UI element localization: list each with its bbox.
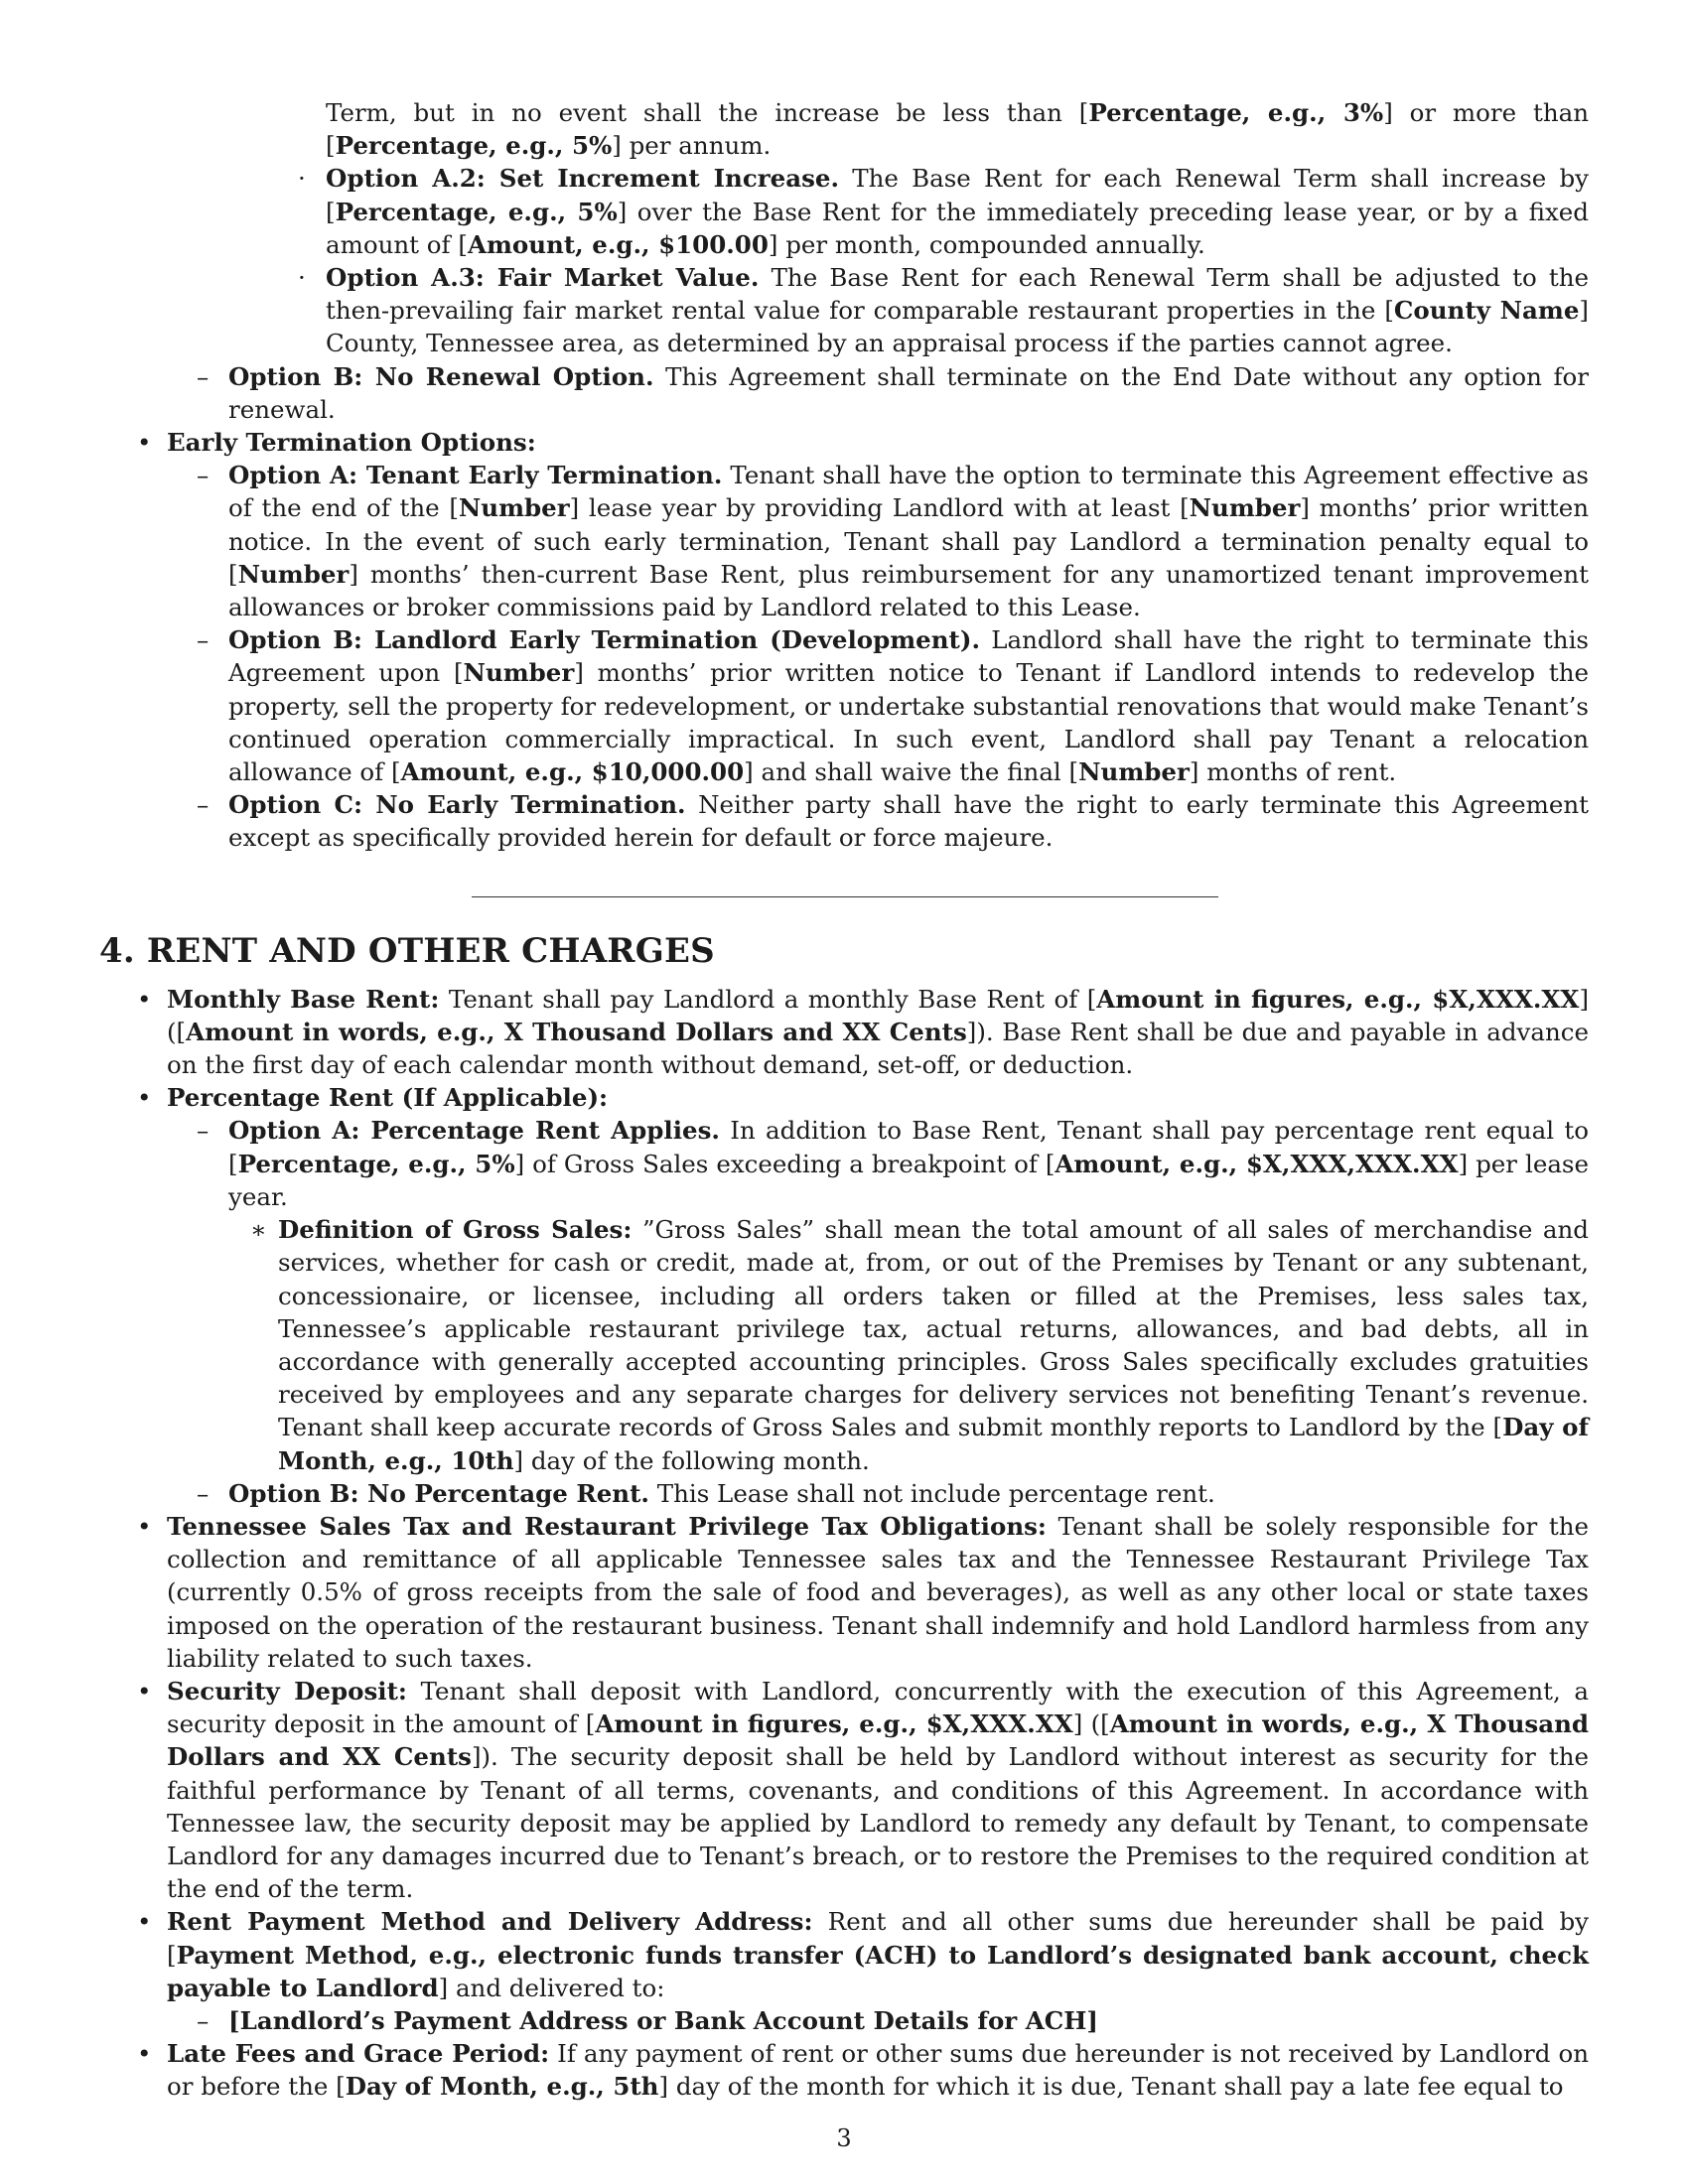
dash-marker: – <box>197 2005 210 2035</box>
bullet-marker: • <box>137 984 152 1014</box>
percentage-rent-option-b: – Option B: No Percentage Rent. This Lease shall not include percentage rent. <box>99 1477 1589 1510</box>
section-divider <box>472 896 1218 897</box>
early-termination-option-a: – Option A: Tenant Early Termination. Tenant shall have the option to terminate this Agreement effective as of the end of the [Number] lease year by providing Landlord with at least [Number] months’ prior written notice. In the event of such early termination, Tenant shall pay Landlord a termination penalty equal to [Number] months’ then-current Base Rent, plus reimbursement for any unamortized tenant improvement allowances or broker commissions paid by Landlord related to this Lease. <box>197 461 1589 622</box>
percentage-rent-option-a: – Option A: Percentage Rent Applies. In addition to Base Rent, Tenant shall pay percentage rent equal to [Percentage, e.g., 5%] of Gross Sales exceeding a breakpoint of [Amount, e.g., $X,XXX,XXX.XX] per lease year. <box>197 1116 1589 1211</box>
option-b-no-renewal-item: – Option B: No Renewal Option. This Agreement shall terminate on the End Date without any option for renewal. <box>197 361 1589 424</box>
page-number: 3 <box>836 2124 852 2152</box>
gross-sales-definition: ∗ Definition of Gross Sales: ”Gross Sales” shall mean the total amount of all sales of merchandise and services, whether for cash or credit, made at, from, or out of the Premises by Tenant or any subtenant, concessionaire, or licensee, including all orders taken or filled at the Premises, less sales tax, Tennessee’s applicable restaurant privilege tax, actual returns, allowances, and bad debts, all in accordance with generally accepted accounting principles. Gross Sales specifically excludes gratuities received by employees and any separate charges for delivery services not benefiting Tenant’s revenue. Tenant shall keep accurate records of Gross Sales and submit monthly reports to Landlord by the [Day of Month, e.g., 10th] day of the following month. <box>250 1215 1589 1475</box>
bullet-marker: • <box>137 1676 152 1706</box>
document-page <box>99 96 1589 2104</box>
option-a1-continuation: Term, but in no event shall the increase be less than [Percentage, e.g., 3%] or more than [Percentage, e.g., 5%] per annum. <box>326 98 1590 161</box>
option-a2-item: · Option A.2: Set Increment Increase. The Base Rent for each Renewal Term shall increase by [Percentage, e.g., 5%] over the Base Rent for the immediately preceding lease year, or by a fixed amount of [Amount, e.g., $100.00] per month, compounded annually. <box>298 164 1589 259</box>
star-marker: ∗ <box>250 1215 267 1245</box>
security-deposit-item: • Security Deposit: Tenant shall deposit with Landlord, concurrently with the execution of this Agreement, a security deposit in the amount of [Amount in figures, e.g., $X,XXX.XX] ([Amount in words, e.g., X Thousand Dollars and XX Cents]). The security deposit shall be held by Landlord without interest as security for the faithful performance by Tenant of all terms, covenants, and conditions of this Agreement. In accordance with Tennessee law, the security deposit may be applied by Landlord to remedy any default by Tenant, to compensate Landlord for any damages incurred due to Tenant’s breach, or to restore the Premises to the required condition at the end of the term. <box>137 1676 1590 1904</box>
bullet-marker: • <box>137 1907 152 1937</box>
dash-marker: – <box>197 1478 210 1508</box>
bullet-marker: • <box>137 1511 152 1541</box>
early-termination-option-c: – Option C: No Early Termination. Neither party shall have the right to early terminate this Agreement except as specifically provided herein for default or force majeure. <box>197 790 1589 853</box>
bullet-marker: • <box>137 2039 152 2069</box>
early-termination-heading: • Early Termination Options: <box>99 426 1589 459</box>
payment-address-item: – [Landlord’s Payment Address or Bank Account Details for ACH] <box>99 2004 1589 2037</box>
late-fees-item: • Late Fees and Grace Period: If any payment of rent or other sums due hereunder is not received by Landlord on or before the [Day of Month, e.g., 5th] day of the month for which it is due, Tenant shall pay a late fee equal to <box>137 2039 1589 2102</box>
sales-tax-item: • Tennessee Sales Tax and Restaurant Privilege Tax Obligations: Tenant shall be solely responsible for the collection and remittance of all applicable Tennessee sales tax and the Tennessee Restaurant Privilege Tax (currently 0.5% of gross receipts from the sale of food and beverages), as well as any other local or state taxes imposed on the operation of the restaurant business. Tenant shall indemnify and hold Landlord harmless from any liability related to such taxes. <box>137 1511 1589 1673</box>
section-4-title: 4. RENT AND OTHER CHARGES <box>99 930 715 971</box>
option-a3-item: · Option A.3: Fair Market Value. The Base Rent for each Renewal Term shall be adjusted to the then-prevailing fair market rental value for comparable restaurant properties in the [County Name] County, Tennessee area, as determined by an appraisal process if the parties cannot agree. <box>298 263 1590 358</box>
dash-marker: – <box>197 461 210 490</box>
monthly-base-rent-item: • Monthly Base Rent: Tenant shall pay Landlord a monthly Base Rent of [Amount in figures, e.g., $X,XXX.XX] ([Amount in words, e.g., X Thousand Dollars and XX Cents]). Base Rent shall be due and payable in advance on the first day of each calendar month without demand, set-off, or deduction. <box>137 984 1589 1080</box>
dash-marker: – <box>197 625 210 655</box>
dash-marker: – <box>197 361 210 391</box>
dash-marker: – <box>197 1116 210 1146</box>
dot-marker: · <box>298 263 306 293</box>
dot-marker: · <box>298 164 306 194</box>
percentage-rent-heading: • Percentage Rent (If Applicable): <box>99 1081 1589 1114</box>
dash-marker: – <box>197 790 210 820</box>
rent-payment-method-item: • Rent Payment Method and Delivery Address: Rent and all other sums due hereunder shall be paid by [Payment Method, e.g., electronic funds transfer (ACH) to Landlord’s designated bank account, check payable to Landlord] and delivered to: <box>137 1907 1590 2002</box>
early-termination-option-b: – Option B: Landlord Early Termination (Development). Landlord shall have the right to terminate this Agreement upon [Number] months’ prior written notice to Tenant if Landlord intends to redevelop the property, sell the property for redevelopment, or undertake substantial renovations that would make Tenant’s continued operation commercially impractical. In such event, Landlord shall pay Tenant a relocation allowance of [Amount, e.g., $10,000.00] and shall waive the final [Number] months of rent. <box>197 625 1589 787</box>
bullet-marker: • <box>137 428 152 458</box>
bullet-marker: • <box>137 1083 152 1113</box>
